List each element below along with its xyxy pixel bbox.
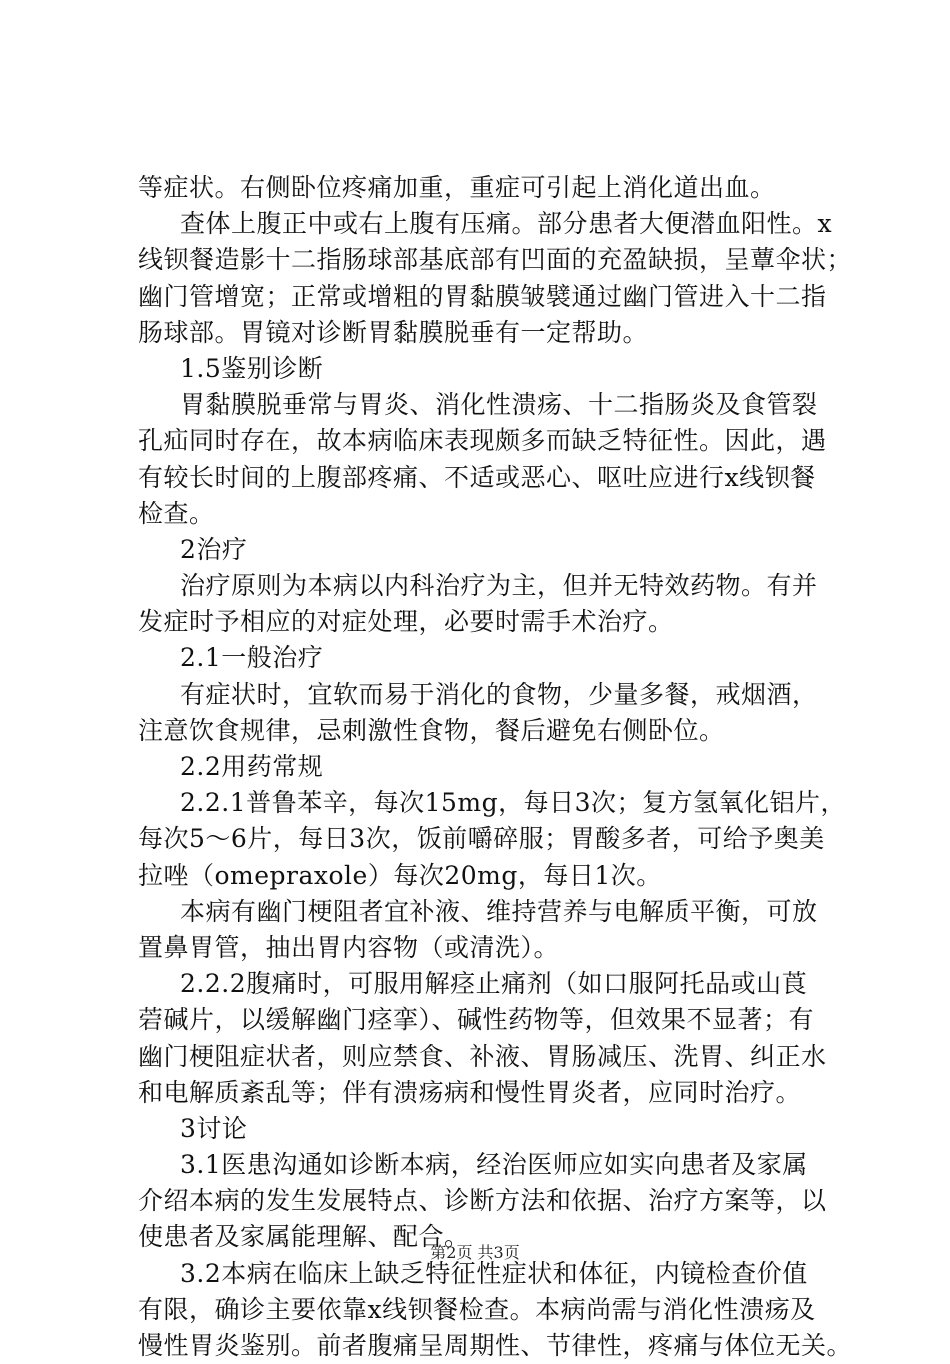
text-line: 和电解质紊乱等；伴有溃疡病和慢性胃炎者，应同时治疗。	[138, 1077, 802, 1107]
text-line: 检查。	[138, 498, 215, 528]
text-line: 2.2.2腹痛时，可服用解痉止痛剂（如口服阿托品或山莨	[180, 969, 808, 999]
text-line: 每次5～6片，每日3次，饭前嚼碎服；胃酸多者，可给予奥美	[138, 824, 825, 854]
text-line: 2.2用药常规	[180, 752, 324, 781]
text-line: 3讨论	[180, 1113, 248, 1143]
text-line: 线钡餐造影十二指肠球部基底部有凹面的充盈缺损，呈蕈伞状；	[138, 245, 853, 275]
text-line: 2.1一般治疗	[180, 643, 324, 673]
text-line: 有较长时间的上腹部疼痛、不适或恶心、呕吐应进行x线钡餐	[138, 462, 816, 492]
text-line: 幽门梗阻症状者，则应禁食、补液、胃肠减压、洗胃、纠正水	[138, 1041, 827, 1071]
text-line: 2.2.1普鲁苯辛，每次15mg，每日3次；复方氢氧化铝片，	[180, 788, 847, 818]
text-line: 孔疝同时存在，故本病临床表现颇多而缺乏特征性。因此，遇	[138, 426, 827, 456]
text-line: 查体上腹正中或右上腹有压痛。部分患者大便潜血阳性。x	[180, 209, 833, 239]
text-line: 有症状时，宜软而易于消化的食物，少量多餐，戒烟酒，	[180, 679, 818, 709]
text-line: 幽门管增宽；正常或增粗的胃黏膜皱襞通过幽门管进入十二指	[138, 281, 827, 311]
text-line: 肠球部。胃镜对诊断胃黏膜脱垂有一定帮助。	[138, 317, 649, 347]
text-line: 胃黏膜脱垂常与胃炎、消化性溃疡、十二指肠炎及食管裂	[180, 390, 818, 420]
text-line: 置鼻胃管，抽出胃内容物（或清洗）。	[138, 932, 560, 962]
text-line: 使患者及家属能理解、配合。	[138, 1222, 470, 1252]
text-line: 有限，确诊主要依靠x线钡餐检查。本病尚需与消化性溃疡及	[138, 1294, 816, 1324]
text-line: 介绍本病的发生发展特点、诊断方法和依据、治疗方案等，以	[138, 1186, 827, 1216]
text-line: 注意饮食规律，忌刺激性食物，餐后避免右侧卧位。	[138, 715, 725, 745]
text-line: 等症状。右侧卧位疼痛加重，重症可引起上消化道出血。	[138, 173, 776, 202]
text-line: 3.1医患沟通如诊断本病，经治医师应如实向患者及家属	[180, 1150, 808, 1180]
text-line: 1.5鉴别诊断	[180, 353, 324, 383]
text-line: 慢性胃炎鉴别。前者腹痛呈周期性、节律性，疼痛与体位无关。	[138, 1331, 853, 1360]
text-line: 拉唑（omepraxole）每次20mg，每日1次。	[138, 860, 662, 890]
text-line: 2治疗	[180, 534, 248, 564]
text-line: 治疗原则为本病以内科治疗为主，但并无特效药物。有并	[180, 571, 818, 601]
text-line: 3.2本病在临床上缺乏特征性症状和体征，内镜检查价值	[180, 1258, 808, 1288]
page-footer: 第2页 共3页	[430, 1243, 520, 1262]
text-line: 本病有幽门梗阻者宜补液、维持营养与电解质平衡，可放	[180, 896, 818, 926]
text-line: 发症时予相应的对症处理，必要时需手术治疗。	[138, 607, 674, 637]
document-body	[138, 170, 853, 1364]
text-line: 菪碱片，以缓解幽门痉挛）、碱性药物等，但效果不显著；有	[138, 1005, 815, 1035]
